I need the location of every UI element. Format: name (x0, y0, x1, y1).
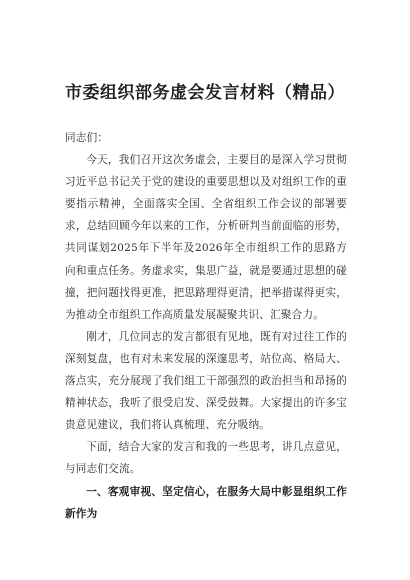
salutation: 同志们： (65, 132, 109, 144)
document-body (65, 127, 347, 525)
paragraph-remarks: 刚才，几位同志的发言都很有见地，既有对过往工作的深刻复盘，也有对未来发展的深邃思考，站位高、格局大、落点实，充分展现了我们组工干部强烈的政治担当和昂扬的精神状态，我听了很受启发、深受鼓舞。大家提出的许多宝贵意见建议，我们将认真梳理、充分吸纳。 (65, 330, 347, 432)
paragraph-transition: 下面，结合大家的发言和我的一些思考，讲几点意见，与同志们交流。 (65, 441, 347, 476)
section-heading-1: 一、客观审视、坚定信心，在服务大局中彰显组织工作新作为 (65, 485, 347, 520)
document-title: 市委组织部务虚会发言材料（精品） (65, 83, 345, 103)
paragraph-opening: 今天，我们召开这次务虚会，主要目的是深入学习贯彻习近平总书记关于党的建设的重要思想以及对组织工作的重要指示精神，全面落实全国、全省组织工作会议的部署要求，总结回顾今年以来的工作，分析研判当前面临的形势，共同谋划2025年下半年及2026年全市组织工作的思路方向和重点任务。务虚求实，集思广益，就是要通过思想的碰撞，把问题找得更准，把思路理得更清，把举措谋得更实，为推动全市组织工作高质量发展凝聚共识、汇聚合力。 (65, 154, 347, 321)
